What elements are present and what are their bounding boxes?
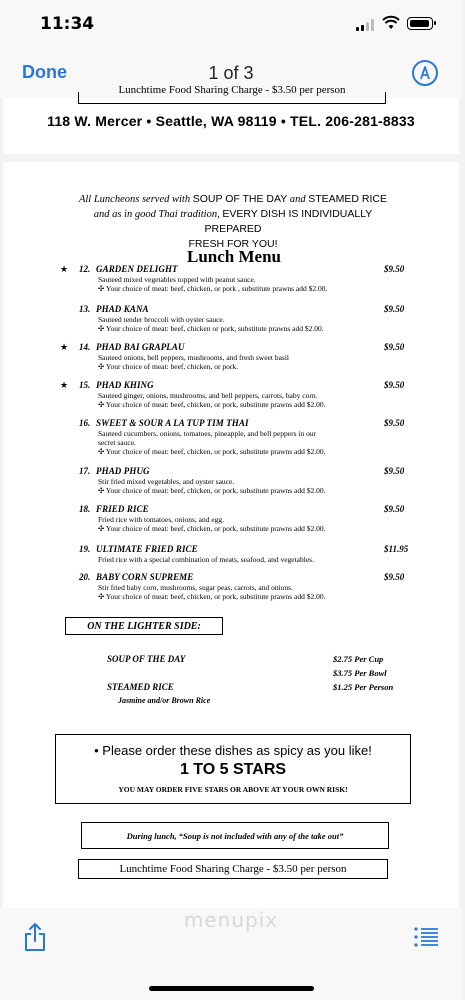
menu-item-price: $9.50 [384, 572, 405, 582]
menu-item-name: PHAD PHUG [96, 466, 150, 476]
menu-item-price: $9.50 [384, 418, 405, 428]
battery-icon [407, 17, 433, 30]
menu-item-description [98, 275, 353, 293]
menu-item-price: $9.50 [384, 264, 405, 274]
menu-item-number: 20. [79, 572, 91, 582]
menu-item-number: 15. [79, 380, 91, 390]
soup-name: SOUP OF THE DAY [107, 654, 186, 664]
menu-item-description [98, 555, 353, 564]
status-time: 11:34 [40, 14, 95, 34]
document-page-2 [3, 162, 459, 908]
menu-item-name: GARDEN DELIGHT [96, 264, 178, 274]
menu-item-price: $9.50 [384, 304, 405, 314]
menu-item-number: 17. [79, 466, 91, 476]
cellular-signal-icon [356, 19, 376, 31]
document-page-1 [3, 84, 459, 154]
spicy-warning: YOU MAY ORDER FIVE STARS OR ABOVE AT YOUR OWN RISK! [118, 785, 348, 794]
menu-item-number: 18. [79, 504, 91, 514]
menu-item-description [98, 583, 353, 601]
menu-item-price: $11.95 [384, 544, 409, 554]
menu-item-description-line: secret sauce. [98, 438, 136, 447]
menu-item-name: PHAD BAI GRAPLAU [96, 342, 185, 352]
menu-item-description-line: ✣ Your choice of meat: beef, chicken or pork, substitute prawns add $2.00. [98, 324, 324, 333]
menu-item-description-line: Stir fried mixed vegetables, and oyster sauce. [98, 477, 235, 486]
menu-item-number: 16. [79, 418, 91, 428]
intro-text-segment: EVERY DISH IS INDIVIDUALLY PREPARED [204, 208, 373, 235]
soup-price-cup: $2.75 Per Cup [333, 654, 384, 664]
wifi-icon [382, 16, 400, 30]
soup-takeout-note-text: During lunch, “Soup is not included with any of the take out” [126, 831, 344, 841]
menu-item-number: 13. [79, 304, 91, 314]
menu-item-description-line: Sauteed cucumbers, onions, tomatoes, pineapple, and bell peppers in our [98, 429, 317, 438]
menu-item-description-line: ✣ Your choice of meat: beef, chicken, or pork, substitute prawns add $2.00. [98, 592, 326, 601]
menu-item-name: BABY CORN SUPREME [96, 572, 194, 582]
menu-item-description [98, 315, 353, 333]
bottom-toolbar [0, 908, 462, 1000]
menu-item-description [98, 429, 353, 456]
home-indicator[interactable] [149, 986, 314, 991]
intro-text-segment: FRESH FOR YOU! [188, 238, 278, 250]
recommended-star-icon: ★ [60, 264, 69, 274]
menu-item-description-line: Fried rice with a special combination of meats, seafood, and vegetables. [98, 555, 314, 564]
soup-takeout-note [81, 822, 389, 849]
menu-item-description-line: Sauteed onions, bell peppers, mushrooms, and fresh sweet basil [98, 353, 290, 362]
page-indicator: 1 of 3 [208, 63, 254, 83]
status-bar [0, 0, 462, 50]
menu-item-description [98, 353, 353, 371]
spicy-notice-line: • Please order these dishes as spicy as you like! [94, 743, 372, 758]
share-button[interactable] [22, 922, 48, 952]
menu-item-description-line: ✣ Your choice of meat: beef, chicken, or pork, substitute prawns add $2.00. [98, 447, 326, 456]
menu-item-name: FRIED RICE [96, 504, 149, 514]
sharing-charge-box [78, 859, 388, 879]
rice-note: Jasmine and/or Brown Rice [118, 696, 211, 705]
rice-price: $1.25 Per Person [333, 682, 394, 692]
restaurant-address: 118 W. Mercer • Seattle, WA 98119 • TEL. 206-281-8833 [47, 113, 415, 129]
markup-button[interactable] [412, 60, 438, 86]
menu-item-description [98, 515, 353, 533]
menu-item-price: $9.50 [384, 380, 405, 390]
intro-text-segment: All Luncheons served with [78, 194, 193, 205]
lighter-side-header [65, 617, 223, 635]
menu-title: Lunch Menu [187, 247, 281, 266]
menu-item-name: PHAD KHING [96, 380, 154, 390]
done-button[interactable]: Done [22, 62, 67, 82]
lighter-side-header-text: ON THE LIGHTER SIDE: [87, 621, 201, 632]
menu-item-number: 12. [79, 264, 91, 274]
menu-item-number: 14. [79, 342, 91, 352]
menu-item-description [98, 477, 353, 495]
menu-item-description [98, 391, 353, 409]
menu-item-name: ULTIMATE FRIED RICE [96, 544, 198, 554]
menu-item-description-line: Stir fried baby corn, mushrooms, sugar peas, carrots, and onions. [98, 583, 293, 592]
menu-item-name: SWEET & SOUR A LA TUP TIM THAI [96, 418, 249, 428]
intro-text-segment: and as in good Thai tradition, [93, 209, 223, 220]
menu-item-price: $9.50 [384, 504, 405, 514]
menu-item-description-line: Sauteed mixed vegetables topped with peanut sauce. [98, 275, 256, 284]
sharing-charge-text: Lunchtime Food Sharing Charge - $3.50 per person [119, 863, 347, 875]
menu-item-description-line: Fried rice with tomatoes, onions, and egg. [98, 515, 225, 524]
menu-item-description-line: ✣ Your choice of meat: beef, chicken, or pork, substitute prawns add $2.00. [98, 400, 326, 409]
markup-icon [418, 65, 432, 81]
cut-off-box [78, 84, 386, 104]
menu-item-description-line: ✣ Your choice of meat: beef, chicken, or pork , substitute prawns add $2.00. [98, 284, 328, 293]
menu-item-number: 19. [79, 544, 91, 554]
menu-item-description-line: Sauteed ginger, onions, mushrooms, and bell peppers, carrots, baby corn. [98, 391, 318, 400]
recommended-star-icon: ★ [60, 380, 69, 390]
menu-item-description-line: ✣ Your choice of meat: beef, chicken, or pork, substitute prawns add $2.00. [98, 486, 326, 495]
menu-item-price: $9.50 [384, 342, 405, 352]
soup-price-bowl: $3.75 Per Bowl [333, 668, 387, 678]
intro-text-segment: STEAMED RICE [308, 193, 388, 205]
list-icon [413, 926, 439, 948]
share-icon [22, 922, 48, 952]
intro-text [73, 192, 393, 252]
menu-item-name: PHAD KANA [96, 304, 149, 314]
recommended-star-icon: ★ [60, 342, 69, 352]
menu-item-description-line: ✣ Your choice of meat: beef, chicken, or pork. [98, 362, 238, 371]
menu-item-description-line: ✣ Your choice of meat: beef, chicken, or pork, substitute prawns add $2.00. [98, 524, 326, 533]
menu-item-description-line: Sauteed tender broccoli with oyster sauce. [98, 315, 225, 324]
outline-list-button[interactable] [413, 926, 439, 948]
cut-off-text: Lunchtime Food Sharing Charge - $3.50 per person [118, 84, 346, 96]
menu-item-price: $9.50 [384, 466, 405, 476]
intro-text-segment: and [287, 194, 309, 205]
intro-text-segment: SOUP OF THE DAY [192, 193, 288, 205]
rice-name: STEAMED RICE [107, 682, 174, 692]
spicy-notice [55, 734, 411, 804]
spicy-star-range: 1 TO 5 STARS [179, 761, 287, 778]
watermark: menupix [183, 908, 279, 932]
